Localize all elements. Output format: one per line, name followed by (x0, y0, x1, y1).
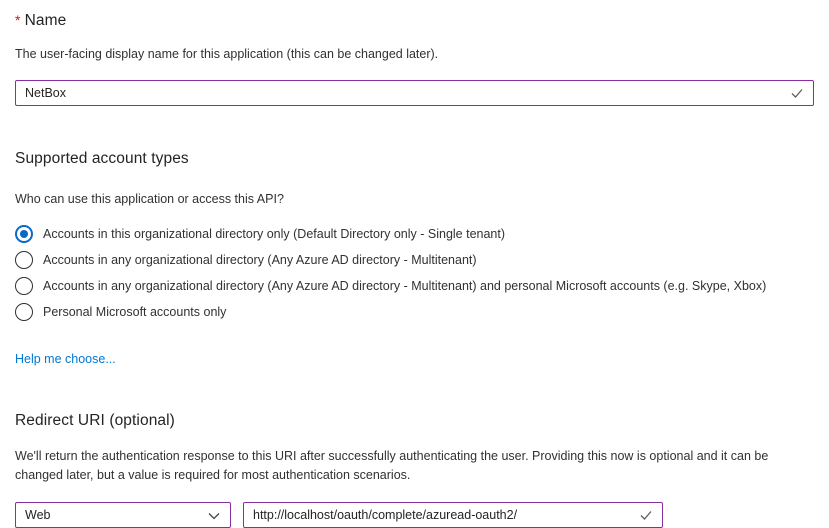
redirect-uri-description: We'll return the authentication response to this URI after successfully authenticating the user. Providing this now is optional and it can be changed later, but a value is required for most authentication scenarios. (15, 449, 769, 482)
radio-multitenant[interactable] (15, 247, 814, 273)
name-input[interactable] (15, 80, 814, 106)
radio-label: Accounts in any organizational directory (Any Azure AD directory - Multitenant) and personal Microsoft accounts (e.g. Skype, Xbox) (43, 279, 767, 293)
account-type-radio-group (15, 221, 814, 325)
name-description: The user-facing display name for this application (this can be changed later). (15, 47, 439, 61)
radio-multitenant-personal[interactable] (15, 273, 814, 299)
radio-single-tenant[interactable] (15, 221, 814, 247)
radio-button-icon (15, 303, 33, 321)
radio-personal-only[interactable] (15, 299, 814, 325)
radio-button-icon (15, 251, 33, 269)
radio-button-icon (15, 277, 33, 295)
name-title-text: Name (24, 12, 67, 29)
redirect-uri-input[interactable] (243, 502, 663, 528)
name-section-title (15, 12, 814, 30)
help-me-choose-link[interactable]: Help me choose... (15, 352, 116, 366)
name-input-wrap (15, 80, 814, 106)
redirect-uri-row (15, 502, 814, 528)
redirect-uri-input-wrap (243, 502, 663, 528)
redirect-uri-section (15, 412, 814, 528)
supported-account-types-section (15, 150, 814, 368)
redirect-uri-title: Redirect URI (optional) (15, 412, 175, 429)
required-asterisk: * (15, 12, 21, 28)
platform-select[interactable] (15, 502, 231, 528)
radio-button-icon (15, 225, 33, 243)
platform-selected-value: Web (25, 508, 51, 522)
radio-label: Personal Microsoft accounts only (43, 305, 227, 319)
chevron-down-icon (206, 508, 222, 524)
radio-label: Accounts in this organizational directory only (Default Directory only - Single tenant) (43, 227, 506, 241)
radio-label: Accounts in any organizational directory (Any Azure AD directory - Multitenant) (43, 253, 477, 267)
account-types-question: Who can use this application or access this API? (15, 192, 284, 206)
account-types-title: Supported account types (15, 150, 189, 167)
